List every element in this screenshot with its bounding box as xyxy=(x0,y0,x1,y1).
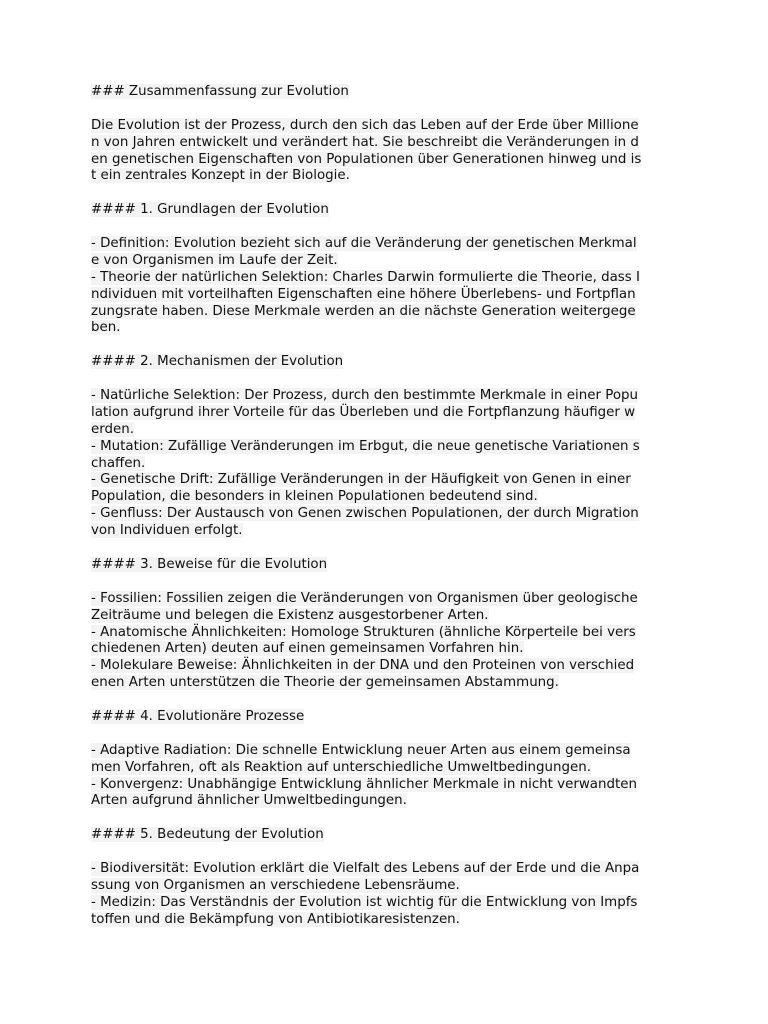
document-title: ### Zusammenfassung zur Evolution xyxy=(91,84,349,99)
section-heading-grundlagen: #### 1. Grundlagen der Evolution xyxy=(91,202,329,218)
section-line: - Medizin: Das Verständnis der Evolution ist wichtig für die Entwicklung von Impfs xyxy=(91,894,638,910)
section-line: - Theorie der natürlichen Selektion: Charles Darwin formulierte die Theorie, dass I xyxy=(91,269,640,285)
section-line: - Natürliche Selektion: Der Prozess, durch den bestimmte Merkmale in einer Popu xyxy=(91,388,639,404)
intro-line: Die Evolution ist der Prozess, durch den sich das Leben auf der Erde über Millione xyxy=(91,117,639,133)
section-line: Arten aufgrund ähnlicher Umweltbedingungen. xyxy=(91,793,407,809)
section-line: ben. xyxy=(91,320,121,336)
section-line: men Vorfahren, oft als Reaktion auf unterschiedliche Umweltbedingungen. xyxy=(91,759,591,775)
section-line: Population, die besonders in kleinen Populationen bedeutend sind. xyxy=(91,489,538,505)
section-line: - Mutation: Zufällige Veränderungen im Erbgut, die neue genetische Variationen s xyxy=(91,438,640,454)
intro-line: t ein zentrales Konzept in der Biologie. xyxy=(91,168,350,184)
section-line: - Genfluss: Der Austausch von Genen zwischen Populationen, der durch Migration xyxy=(91,506,639,522)
section-line: - Genetische Drift: Zufällige Veränderungen in der Häufigkeit von Genen in einer xyxy=(91,472,631,488)
section-line: von Individuen erfolgt. xyxy=(91,523,243,539)
section-line: - Fossilien: Fossilien zeigen die Veränderungen von Organismen über geologische xyxy=(91,590,638,606)
section-line: zungsrate haben. Diese Merkmale werden an die nächste Generation weitergege xyxy=(91,303,636,319)
section-line: chaffen. xyxy=(91,455,146,471)
section-line: - Adaptive Radiation: Die schnelle Entwicklung neuer Arten aus einem gemeinsa xyxy=(91,742,631,758)
section-heading-bedeutung: #### 5. Bedeutung der Evolution xyxy=(91,827,324,843)
section-line: - Biodiversität: Evolution erklärt die Vielfalt des Lebens auf der Erde und die Anpa xyxy=(91,860,640,876)
section-heading-mechanismen: #### 2. Mechanismen der Evolution xyxy=(91,354,344,370)
section-line: - Definition: Evolution bezieht sich auf die Veränderung der genetischen Merkmal xyxy=(91,236,637,252)
section-line: erden. xyxy=(91,421,134,437)
section-line: ssung von Organismen an verschiedene Lebensräume. xyxy=(91,877,460,893)
section-line: enen Arten unterstützen die Theorie der gemeinsamen Abstammung. xyxy=(91,675,559,691)
section-line: chiedenen Arten) deuten auf einen gemeinsamen Vorfahren hin. xyxy=(91,641,524,657)
section-heading-beweise: #### 3. Beweise für die Evolution xyxy=(91,556,328,572)
section-heading-prozesse: #### 4. Evolutionäre Prozesse xyxy=(91,708,305,724)
intro-line: en genetischen Eigenschaften von Populationen über Generationen hinweg und is xyxy=(91,151,642,167)
section-line: - Konvergenz: Unabhängige Entwicklung ähnlicher Merkmale in nicht verwandten xyxy=(91,776,637,792)
section-line: - Molekulare Beweise: Ähnlichkeiten in der DNA und den Proteinen von verschied xyxy=(91,658,635,674)
document-body xyxy=(91,84,691,929)
section-line: lation aufgrund ihrer Vorteile für das Überleben und die Fortpflanzung häufiger w xyxy=(91,404,636,420)
section-line: toffen und die Bekämpfung von Antibiotikaresistenzen. xyxy=(91,911,460,927)
intro-line: n von Jahren entwickelt und verändert hat. Sie beschreibt die Veränderungen in d xyxy=(91,134,639,150)
section-line: e von Organismen im Laufe der Zeit. xyxy=(91,252,338,268)
section-line: Zeiträume und belegen die Existenz ausgestorbener Arten. xyxy=(91,607,489,623)
section-line: - Anatomische Ähnlichkeiten: Homologe Strukturen (ähnliche Körperteile bei vers xyxy=(91,624,636,640)
section-line: ndividuen mit vorteilhaften Eigenschaften eine höhere Überlebens- und Fortpflan xyxy=(91,286,636,302)
